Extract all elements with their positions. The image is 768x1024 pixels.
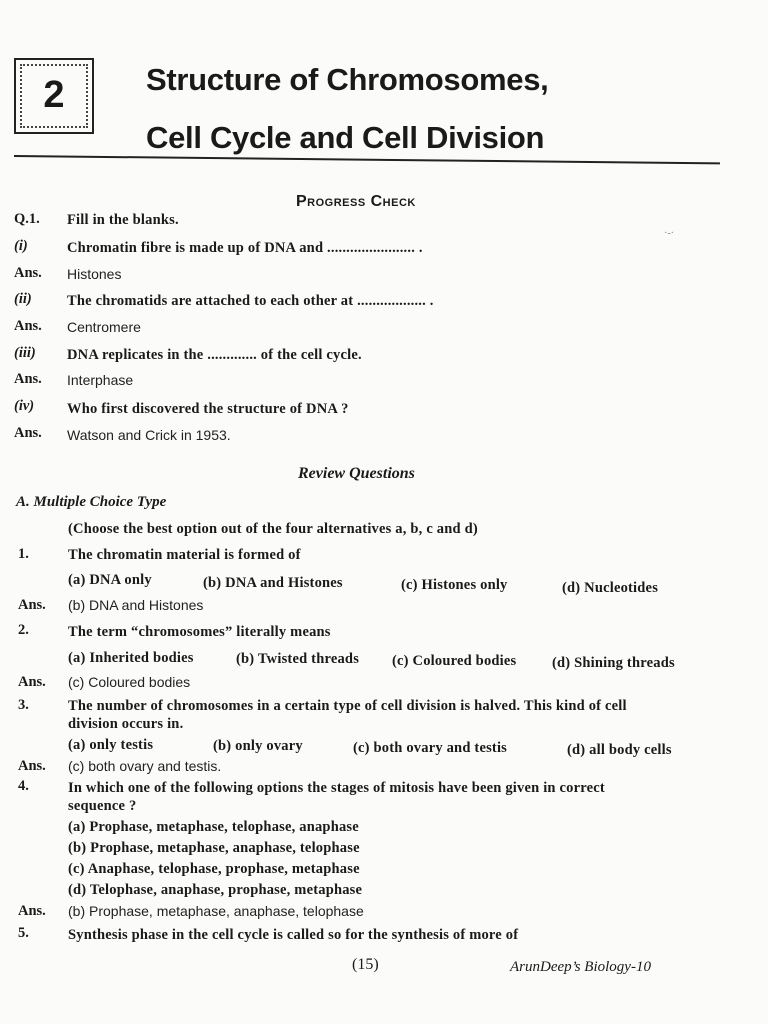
pc-answer: Interphase [67,372,134,388]
option: (a) Prophase, metaphase, telophase, anaphase [68,819,359,835]
pc-ans-label: Ans. [14,265,42,281]
answer-label: Ans. [18,758,46,774]
option: (b) only ovary [213,738,303,754]
answer-text: (c) Coloured bodies [68,674,191,690]
option: (c) Histones only [401,577,508,593]
pc-item-question: DNA replicates in the ............. of the cell cycle. [67,347,362,363]
option: (a) only testis [68,737,154,753]
question-text-line-2: division occurs in. [68,716,184,732]
option: (c) Coloured bodies [392,653,517,669]
option: (c) both ovary and testis [353,740,508,756]
answer-text: (b) Prophase, metaphase, anaphase, telophase [68,903,364,919]
pc-item-question: Who first discovered the structure of DNA ? [67,401,349,417]
chapter-title-line-1: Structure of Chromosomes, [146,62,549,97]
pc-item-label: (ii) [14,291,32,307]
option: (d) Telophase, anaphase, prophase, metaphase [68,882,363,898]
pc-ans-label: Ans. [14,371,42,387]
chapter-number: 2 [43,74,65,116]
answer-text: (b) DNA and Histones [68,597,204,613]
question-text: The term “chromosomes” literally means [68,624,331,640]
instruction-text: (Choose the best option out of the four alternatives a, b, c and d) [68,521,478,537]
question-number: 1. [18,546,29,562]
option: (d) all body cells [567,742,672,758]
review-questions-heading: Review Questions [298,465,415,482]
pc-item-label: (iii) [14,345,36,361]
question-number: 2. [18,622,29,638]
option: (a) DNA only [68,572,152,588]
option: (b) Twisted threads [236,651,360,667]
q1-label: Q.1. [14,211,40,227]
option: (a) Inherited bodies [68,650,194,666]
answer-label: Ans. [18,903,46,919]
book-title: ArunDeep’s Biology-10 [510,959,651,975]
pc-item-label: (iv) [14,398,35,414]
option: (b) DNA and Histones [203,575,343,591]
page-number: (15) [352,956,379,973]
answer-label: Ans. [18,597,46,613]
section-a-heading: A. Multiple Choice Type [16,494,167,510]
progress-check-heading: Progress Check [296,193,416,210]
question-text-line-1: The number of chromosomes in a certain type of cell division is halved. This kind of cell [68,698,627,714]
pc-ans-label: Ans. [14,318,42,334]
question-number: 4. [18,778,29,794]
pc-item-question: Chromatin fibre is made up of DNA and ....................... . [67,240,423,256]
chapter-title-line-2: Cell Cycle and Cell Division [146,120,545,155]
title-divider [14,155,720,164]
option: (d) Shining threads [552,655,675,671]
scan-speck: ·-· [664,228,674,239]
pc-answer: Histones [67,266,122,282]
answer-label: Ans. [18,674,46,690]
pc-item-question: The chromatids are attached to each other at .................. . [67,293,434,309]
question-number: 5. [18,925,29,941]
question-text-line-1: In which one of the following options the stages of mitosis have been given in correct [68,780,605,796]
option: (c) Anaphase, telophase, prophase, metaphase [68,861,360,877]
pc-ans-label: Ans. [14,425,42,441]
q1-text: Fill in the blanks. [67,212,179,228]
option: (b) Prophase, metaphase, anaphase, telophase [68,840,360,856]
question-text: The chromatin material is formed of [68,547,301,563]
question-text: Synthesis phase in the cell cycle is called so for the synthesis of more of [68,927,519,943]
question-number: 3. [18,697,29,713]
pc-item-label: (i) [14,238,28,254]
chapter-number-box [14,58,94,134]
pc-answer: Watson and Crick in 1953. [67,427,231,443]
pc-answer: Centromere [67,319,141,335]
question-text-line-2: sequence ? [68,798,137,814]
answer-text: (c) both ovary and testis. [68,758,222,774]
option: (d) Nucleotides [562,580,659,596]
